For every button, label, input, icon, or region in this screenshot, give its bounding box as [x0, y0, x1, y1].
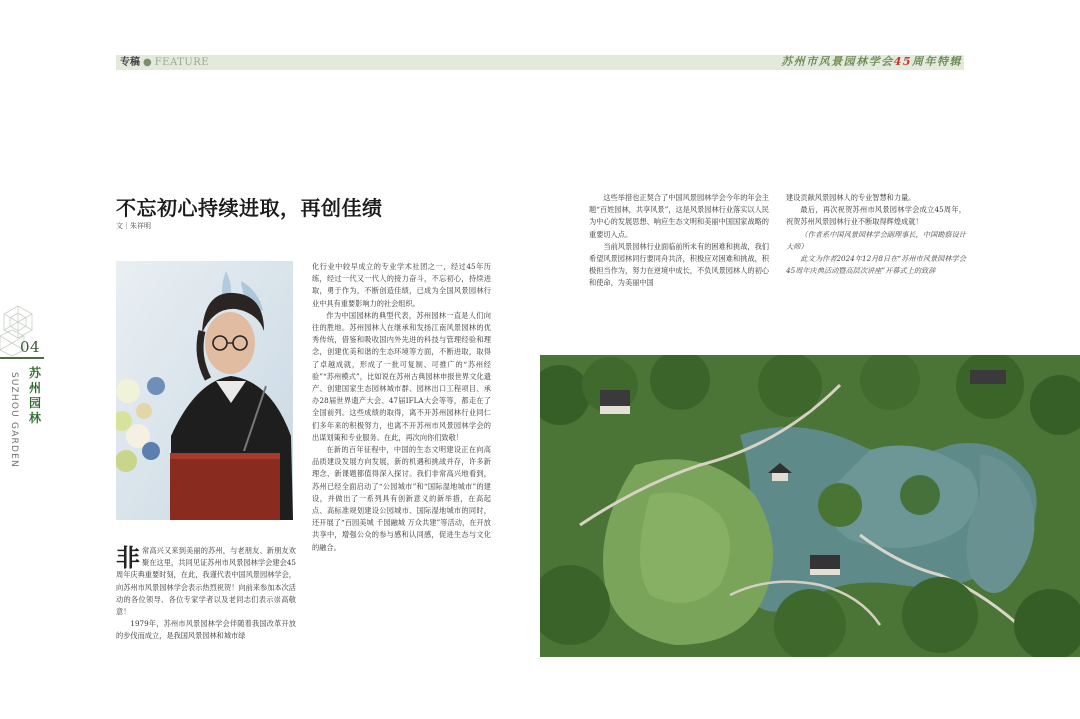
speech-note: 此文为作者2024年12月8日在“苏州市风景园林学会45周年庆典活动暨高层次讲座”开幕式上的致辞	[786, 254, 966, 276]
body-paragraph: 1979年，苏州市风景园林学会伴随着我国改革开放的步伐而成立，是我国风景园林和城市绿	[116, 619, 296, 641]
special-issue-suffix: 周年特辑	[912, 55, 962, 68]
author-note: （作者系中国风景园林学会副理事长，中国勘察设计大师）	[786, 229, 966, 251]
page-number: 04	[20, 338, 41, 356]
magazine-brand-cn: 苏州园林	[28, 366, 41, 425]
margin-rule	[0, 357, 44, 359]
body-column-1	[116, 545, 296, 643]
body-paragraph: 当前风景园林行业面临前所未有的困难和挑战，我们希望风景园林同行要同舟共济，积极应对困难和挑战，积极担当作为，努力在逆境中成长，不负风景园林人的初心和使命，为美丽中国	[589, 241, 769, 288]
body-paragraph: 在新的百年征程中，中国的生态文明建设正在向高品质建设发展方向发展，新的机遇和挑战并存，许多新理念、新课题都值得深入探讨。我们非常高兴地看到，苏州已经全面启动了“公园城市”和“国际湿地城市”的建设，并做出了一系列具有创新意义的新举措，在高起点、高标准规划建设公园城市、国际湿地城市的同时，还开展了“百园美城 千园融城 万众共建”等活动，在开放共享中，增强公众的参与感和认同感，促进生态与文化的融合。	[312, 445, 491, 552]
body-paragraph	[116, 545, 296, 618]
body-column-3	[589, 192, 769, 290]
aerial-garden-photo	[540, 355, 1080, 657]
body-column-4	[786, 192, 966, 277]
body-paragraph: 化行业中较早成立的专业学术社团之一，经过45年历练，经过一代又一代人的接力奋斗，不忘初心，持续进取，勇于作为，不断创造佳绩，已成为全国风景园林行业中具有重要影响力的社会组织。	[312, 262, 491, 308]
body-paragraph: 作为中国园林的典型代表，苏州园林一直是人们向往的胜地。苏州园林人在继承和发扬江南风景园林的优秀传统，借鉴和吸收国内外先进的科技与管理经验和理念，创建优美和谐的生态环境等方面，不断进取，取得了卓越成就，形成了一批可复制、可推广的“苏州经验”“苏州模式”，比如说在苏州古典园林申报世界文化遗产、创建国家生态园林城市群、园林出口工程项目、承办28届世界遗产大会、47届IFLA大会等等，都走在了全国前列。这些成绩的取得，离不开苏州园林行业同仁们多年来的积极努力，也离不开苏州市风景园林学会的出谋划策和专业服务。在此，再次向你们致敬！	[312, 310, 491, 442]
special-issue-prefix: 苏州市风景园林学会	[781, 55, 894, 68]
paragraph-text: 常高兴又来到美丽的苏州，与老朋友、新朋友欢聚在这里，共同见证苏州市风景园林学会建会45周年庆典重要时刻，在此，我谨代表中国风景园林学会，向苏州市风景园林学会表示热烈祝贺！向前来参加本次活动的各位领导、各位专家学者以及老同志们表示崇高敬意！	[116, 546, 296, 617]
special-issue-number: 45	[893, 55, 912, 68]
section-label	[120, 56, 209, 69]
article-title: 不忘初心持续进取，再创佳绩	[116, 196, 383, 220]
bullet-dot-icon: ●	[143, 57, 152, 68]
body-paragraph: 这些举措也正契合了中国风景园林学会今年的年会主题“百姓园林，共享风景”，这是风景园林行业落实以人民为中心的发展思想、响应生态文明和美丽中国国家战略的重要切入点。	[589, 193, 769, 239]
special-issue-label	[781, 55, 962, 69]
body-column-2	[312, 261, 491, 554]
body-paragraph: 建设贡献风景园林人的专业智慧和力量。	[786, 193, 916, 202]
drop-cap: 非	[116, 543, 140, 572]
section-label-cn: 专稿	[120, 57, 140, 68]
section-label-en: FEATURE	[154, 57, 210, 68]
author-portrait-photo	[116, 261, 293, 520]
body-paragraph: 最后，再次祝贺苏州市风景园林学会成立45周年，祝贺苏州风景园林行业不断取得辉煌成就！	[786, 205, 966, 227]
magazine-brand-en: SUZHOU GARDEN	[9, 372, 19, 468]
article-byline: 文｜朱祥明	[116, 222, 151, 230]
